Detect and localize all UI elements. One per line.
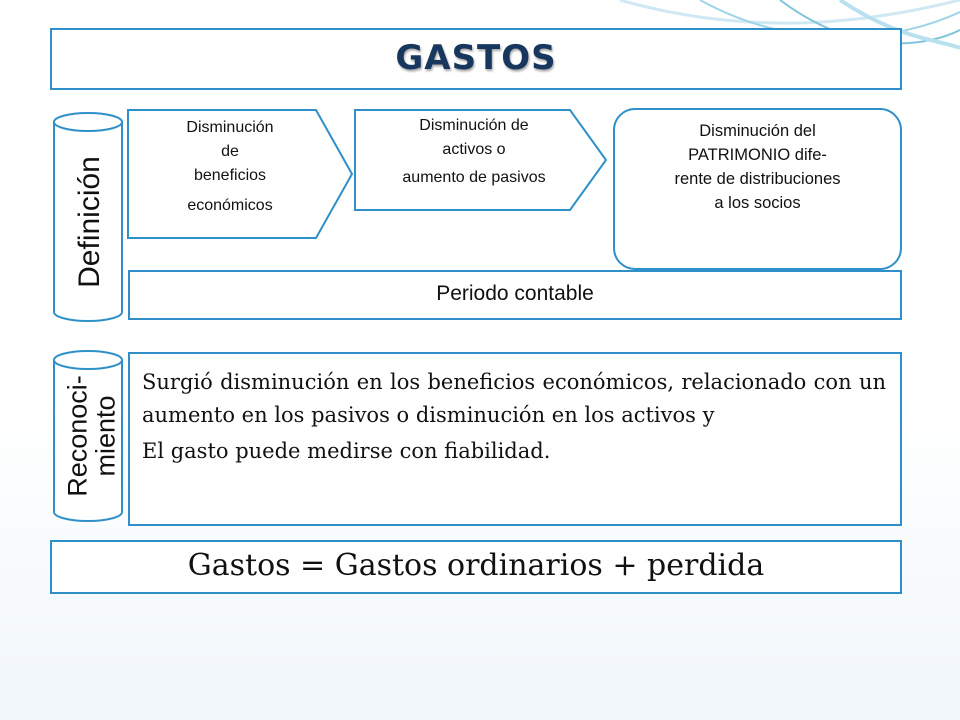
periodo-text: Periodo contable [436,282,594,305]
step3-line: rente de distribuciones [674,169,841,188]
step1-line: beneficios [193,167,267,184]
formula-text: Gastos = Gastos ordinarios + perdida [187,548,765,583]
step3-line: a los socios [714,193,801,212]
step3-line: PATRIMONIO dife- [688,145,827,164]
step1-line: Disminución [186,119,274,136]
step2-line: aumento de pasivos [402,169,546,186]
reconocimiento-paragraph: El gasto puede medirse con fiabilidad. [142,439,551,464]
step3-line: Disminución del [699,122,816,140]
step1-line: económicos [187,197,273,214]
page-title: GASTOS [395,38,557,78]
step2-line: Disminución de [419,117,529,134]
reconocimiento-text [142,366,886,468]
reconocimiento-box [128,352,902,526]
formula-box [50,540,902,594]
reconocimiento-paragraph: Surgió disminución en los beneficios económicos, relacionado con un aumento en los pasivos o disminución en los activos y [142,370,886,427]
reconocimiento-label-line: miento [91,395,121,477]
step2-line: activos o [442,141,506,158]
reconocimiento-label [64,375,121,497]
reconocimiento-label-line: Reconoci- [62,375,93,497]
definicion-label: Definición [73,156,106,288]
step1-line: de [221,143,239,160]
